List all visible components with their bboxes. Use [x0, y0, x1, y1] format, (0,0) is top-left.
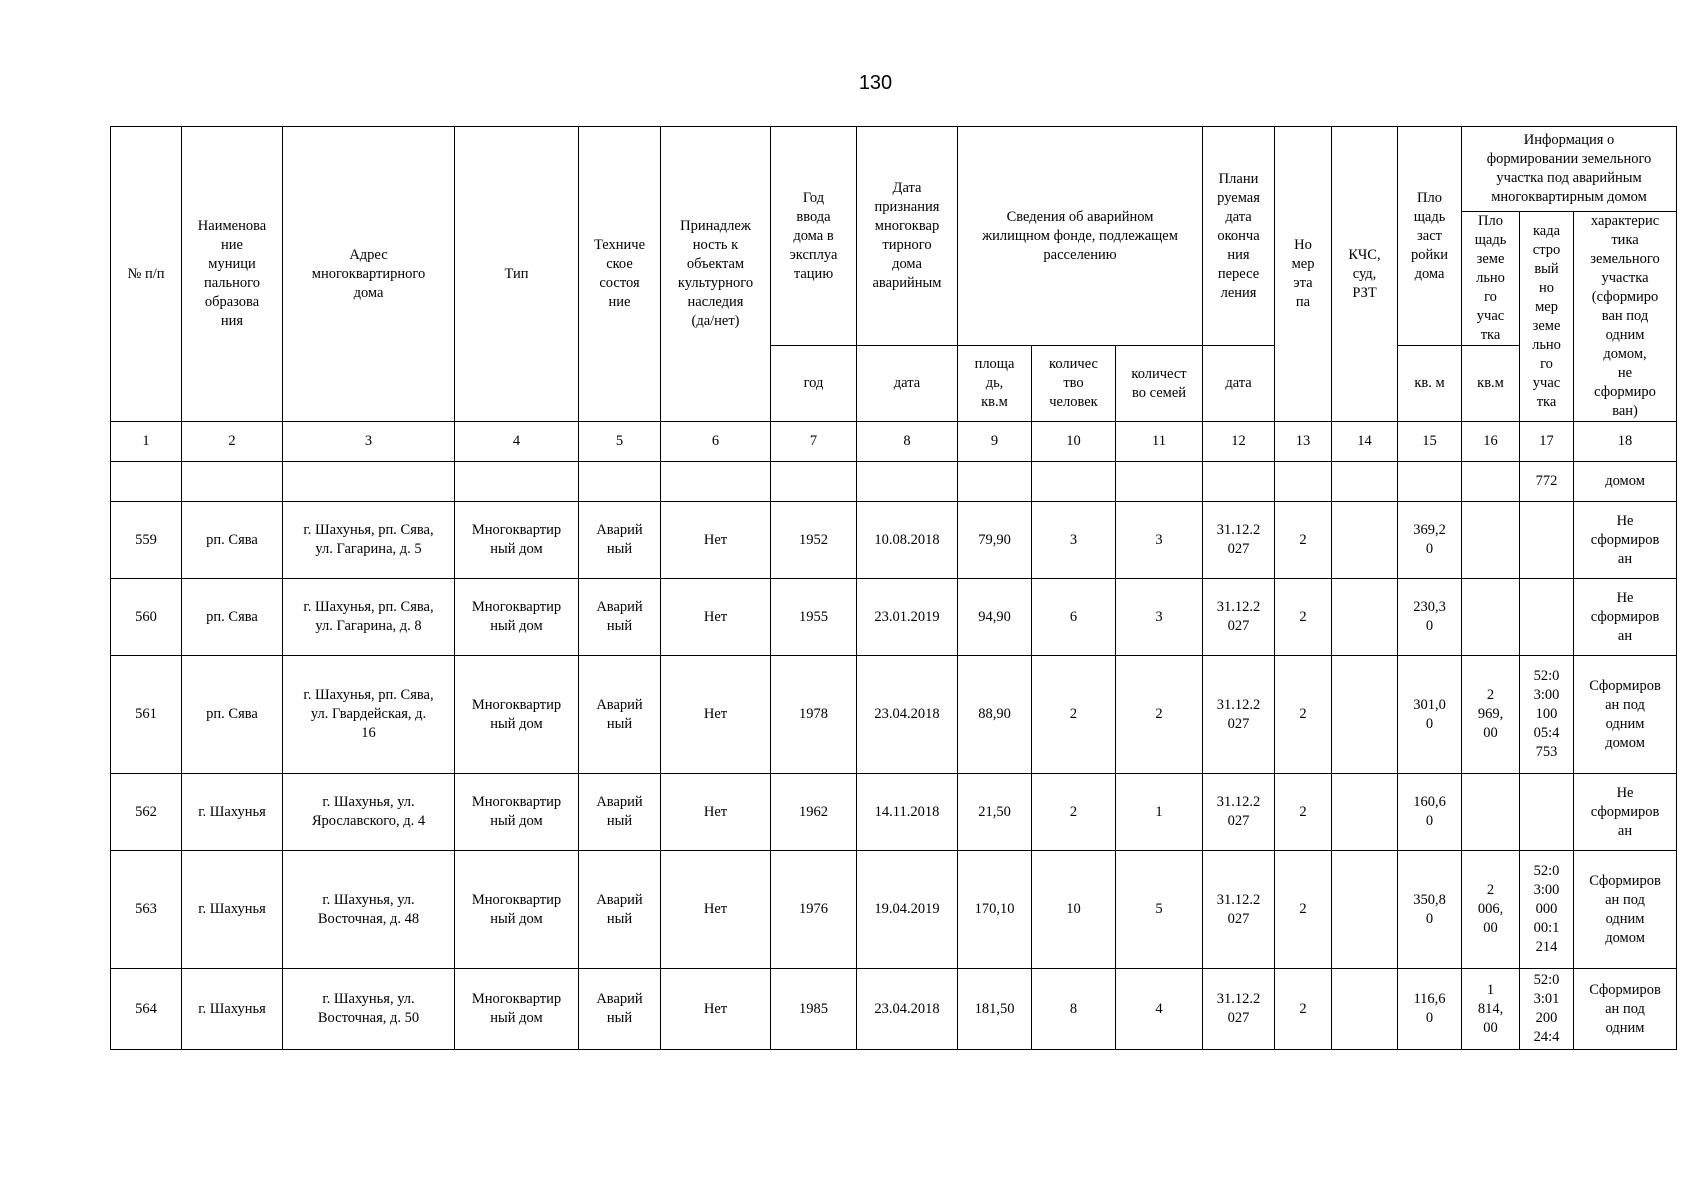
table-cell: 31.12.2 027 — [1203, 851, 1275, 969]
table-cell: 1978 — [771, 656, 857, 774]
table-cell: Нет — [661, 851, 771, 969]
table-cell: 31.12.2 027 — [1203, 656, 1275, 774]
table-cell: 350,8 0 — [1398, 851, 1462, 969]
table-cell — [1332, 462, 1398, 502]
table-row — [111, 502, 1677, 579]
table-cell: 772 — [1520, 462, 1574, 502]
table-cell: 23.04.2018 — [857, 656, 958, 774]
table-cell: Многоквартир ный дом — [455, 969, 579, 1050]
table-cell: 21,50 — [958, 774, 1032, 851]
table-cell: 1985 — [771, 969, 857, 1050]
table-cell: Сформиров ан под одним домом — [1574, 851, 1677, 969]
table-cell: 14.11.2018 — [857, 774, 958, 851]
table-cell: Аварий ный — [579, 969, 661, 1050]
unit-built-area: кв. м — [1398, 346, 1462, 422]
table-cell: Сформиров ан под одним домом — [1574, 656, 1677, 774]
table-cell: 31.12.2 027 — [1203, 579, 1275, 656]
header-year-built: Год ввода дома в эксплуа тацию — [771, 127, 857, 346]
table-row — [111, 969, 1677, 1050]
column-numbers-row — [111, 422, 1677, 462]
table-cell — [1520, 774, 1574, 851]
table-cell: Многоквартир ный дом — [455, 579, 579, 656]
header-address: Адрес многоквартирного дома — [283, 127, 455, 422]
header-no: № п/п — [111, 127, 182, 422]
column-number: 5 — [579, 422, 661, 462]
column-number: 1 — [111, 422, 182, 462]
table-cell: 31.12.2 027 — [1203, 502, 1275, 579]
table-cell: 88,90 — [958, 656, 1032, 774]
table-cell: 1976 — [771, 851, 857, 969]
table-cell: 31.12.2 027 — [1203, 774, 1275, 851]
table-cell: г. Шахунья — [182, 851, 283, 969]
table-cell: Аварий ный — [579, 579, 661, 656]
table-cell: 79,90 — [958, 502, 1032, 579]
table-cell — [1032, 462, 1116, 502]
table-cell: 1955 — [771, 579, 857, 656]
table-cell: 2 — [1275, 851, 1332, 969]
carryover-row — [111, 462, 1677, 502]
table-cell: 10.08.2018 — [857, 502, 958, 579]
column-number: 8 — [857, 422, 958, 462]
header-land-info: Информация о формировании земельного участка под аварийным многоквартирным домом — [1462, 127, 1677, 212]
table-cell: 3 — [1116, 579, 1203, 656]
table-cell: 8 — [1032, 969, 1116, 1050]
subheader-people: количес тво человек — [1032, 346, 1116, 422]
table-cell: Сформиров ан под одним — [1574, 969, 1677, 1050]
table-cell: 160,6 0 — [1398, 774, 1462, 851]
table-cell: Многоквартир ный дом — [455, 851, 579, 969]
subheader-year: год — [771, 346, 857, 422]
table-cell — [958, 462, 1032, 502]
header-kchs: КЧС, суд, РЗТ — [1332, 127, 1398, 422]
table-row — [111, 774, 1677, 851]
table-cell — [1332, 774, 1398, 851]
table-cell — [1203, 462, 1275, 502]
table-cell: 559 — [111, 502, 182, 579]
table-row — [111, 851, 1677, 969]
table-cell: 2 — [1275, 774, 1332, 851]
table-cell: Аварий ный — [579, 502, 661, 579]
table-cell: г. Шахунья, ул. Восточная, д. 48 — [283, 851, 455, 969]
table-cell — [1520, 579, 1574, 656]
table-cell: 2 006, 00 — [1462, 851, 1520, 969]
table-cell: рп. Сява — [182, 502, 283, 579]
column-number: 12 — [1203, 422, 1275, 462]
table-cell: Аварий ный — [579, 656, 661, 774]
emergency-housing-table — [110, 126, 1677, 1050]
table-cell: 369,2 0 — [1398, 502, 1462, 579]
table-cell — [1275, 462, 1332, 502]
subheader-plan-date: дата — [1203, 346, 1275, 422]
table-cell — [1332, 579, 1398, 656]
table-cell — [1332, 851, 1398, 969]
table-cell: 31.12.2 027 — [1203, 969, 1275, 1050]
table-cell: г. Шахунья, ул. Восточная, д. 50 — [283, 969, 455, 1050]
column-number: 4 — [455, 422, 579, 462]
table-cell: г. Шахунья — [182, 774, 283, 851]
header-heritage: Принадлеж ность к объектам культурного наследия (да/нет) — [661, 127, 771, 422]
table-cell — [182, 462, 283, 502]
column-number: 3 — [283, 422, 455, 462]
subheader-families: количест во семей — [1116, 346, 1203, 422]
table-cell — [1332, 502, 1398, 579]
unit-land-area: кв.м — [1462, 346, 1520, 422]
column-number: 9 — [958, 422, 1032, 462]
table-cell: г. Шахунья, рп. Сява, ул. Гагарина, д. 5 — [283, 502, 455, 579]
table-cell: 170,10 — [958, 851, 1032, 969]
table-cell: рп. Сява — [182, 579, 283, 656]
table-cell: 230,3 0 — [1398, 579, 1462, 656]
table-cell: 1962 — [771, 774, 857, 851]
column-number: 16 — [1462, 422, 1520, 462]
table-cell: 5 — [1116, 851, 1203, 969]
table-cell: 561 — [111, 656, 182, 774]
column-number: 10 — [1032, 422, 1116, 462]
table-cell: г. Шахунья, рп. Сява, ул. Гагарина, д. 8 — [283, 579, 455, 656]
table-cell: 6 — [1032, 579, 1116, 656]
header-built-area: Пло щадь заст ройки дома — [1398, 127, 1462, 346]
table-cell: Аварий ный — [579, 851, 661, 969]
table-cell — [579, 462, 661, 502]
header-condition: Техниче ское состоя ние — [579, 127, 661, 422]
table-cell: 4 — [1116, 969, 1203, 1050]
table-cell: г. Шахунья, рп. Сява, ул. Гвардейская, д. 16 — [283, 656, 455, 774]
table-cell: 1 — [1116, 774, 1203, 851]
subheader-area: площа дь, кв.м — [958, 346, 1032, 422]
header-date-emergency: Дата признания многоквар тирного дома аварийным — [857, 127, 958, 346]
table-cell: 23.01.2019 — [857, 579, 958, 656]
table-cell: 10 — [1032, 851, 1116, 969]
column-number: 13 — [1275, 422, 1332, 462]
table-cell: Не сформиров ан — [1574, 774, 1677, 851]
column-number: 14 — [1332, 422, 1398, 462]
table-cell: 2 — [1275, 502, 1332, 579]
column-number: 11 — [1116, 422, 1203, 462]
table-cell — [1116, 462, 1203, 502]
table-cell: Нет — [661, 774, 771, 851]
table-cell: 19.04.2019 — [857, 851, 958, 969]
table-cell — [1462, 502, 1520, 579]
header-planned-date: Плани руемая дата оконча ния пересе ления — [1203, 127, 1275, 346]
table-cell — [455, 462, 579, 502]
table-cell: г. Шахунья — [182, 969, 283, 1050]
table-cell: Аварий ный — [579, 774, 661, 851]
header-stage: Но мер эта па — [1275, 127, 1332, 422]
table-cell — [1462, 579, 1520, 656]
table-row — [111, 579, 1677, 656]
header-land-characteristic: характерис тика земельного участка (сформиро ван под одним домом, не сформиро ван) — [1574, 212, 1677, 422]
header-housing-info: Сведения об аварийном жилищном фонде, подлежащем расселению — [958, 127, 1203, 346]
column-number: 2 — [182, 422, 283, 462]
table-cell — [283, 462, 455, 502]
table-cell: Нет — [661, 969, 771, 1050]
subheader-date: дата — [857, 346, 958, 422]
table-cell — [111, 462, 182, 502]
table-cell: 2 969, 00 — [1462, 656, 1520, 774]
table-cell: 301,0 0 — [1398, 656, 1462, 774]
header-cadastral: када стро вый но мер земе льно го учас тка — [1520, 212, 1574, 422]
column-number: 7 — [771, 422, 857, 462]
table-cell: 2 — [1032, 656, 1116, 774]
table-cell: Многоквартир ный дом — [455, 656, 579, 774]
table-cell — [1462, 462, 1520, 502]
table-cell: Не сформиров ан — [1574, 579, 1677, 656]
table-cell: 2 — [1275, 969, 1332, 1050]
table-cell: рп. Сява — [182, 656, 283, 774]
table-cell: Многоквартир ный дом — [455, 774, 579, 851]
table-cell: г. Шахунья, ул. Ярославского, д. 4 — [283, 774, 455, 851]
header-type: Тип — [455, 127, 579, 422]
data-rows — [111, 502, 1677, 1050]
table-cell: 116,6 0 — [1398, 969, 1462, 1050]
table-cell: 3 — [1116, 502, 1203, 579]
page-number: 130 — [858, 72, 893, 94]
column-number: 15 — [1398, 422, 1462, 462]
table-cell: Не сформиров ан — [1574, 502, 1677, 579]
table-cell: домом — [1574, 462, 1677, 502]
table-cell: 2 — [1116, 656, 1203, 774]
table-cell — [1520, 502, 1574, 579]
table-cell: 94,90 — [958, 579, 1032, 656]
header-land-area: Пло щадь земе льно го учас тка — [1462, 212, 1520, 346]
table-cell: 563 — [111, 851, 182, 969]
header-municipality: Наименова ние муници пального образова ния — [182, 127, 283, 422]
table-cell — [1332, 969, 1398, 1050]
table-cell: 560 — [111, 579, 182, 656]
column-number: 17 — [1520, 422, 1574, 462]
column-number: 6 — [661, 422, 771, 462]
table-cell: 562 — [111, 774, 182, 851]
table-cell: 2 — [1032, 774, 1116, 851]
table-cell: 1952 — [771, 502, 857, 579]
table-cell — [1462, 774, 1520, 851]
table-cell — [661, 462, 771, 502]
table-cell: 3 — [1032, 502, 1116, 579]
table-cell: Нет — [661, 502, 771, 579]
table-cell: 52:0 3:00 000 00:1 214 — [1520, 851, 1574, 969]
table-cell: 564 — [111, 969, 182, 1050]
table-cell: 181,50 — [958, 969, 1032, 1050]
table-cell: Многоквартир ный дом — [455, 502, 579, 579]
table-cell — [1332, 656, 1398, 774]
table-cell: 2 — [1275, 579, 1332, 656]
table-cell — [771, 462, 857, 502]
table-cell — [1398, 462, 1462, 502]
table-cell: 52:0 3:01 200 24:4 — [1520, 969, 1574, 1050]
column-number: 18 — [1574, 422, 1677, 462]
table-row — [111, 656, 1677, 774]
table-cell: Нет — [661, 579, 771, 656]
table-cell: 1 814, 00 — [1462, 969, 1520, 1050]
table-cell: 2 — [1275, 656, 1332, 774]
table-cell — [857, 462, 958, 502]
table-cell: 52:0 3:00 100 05:4 753 — [1520, 656, 1574, 774]
table-cell: 23.04.2018 — [857, 969, 958, 1050]
table-cell: Нет — [661, 656, 771, 774]
